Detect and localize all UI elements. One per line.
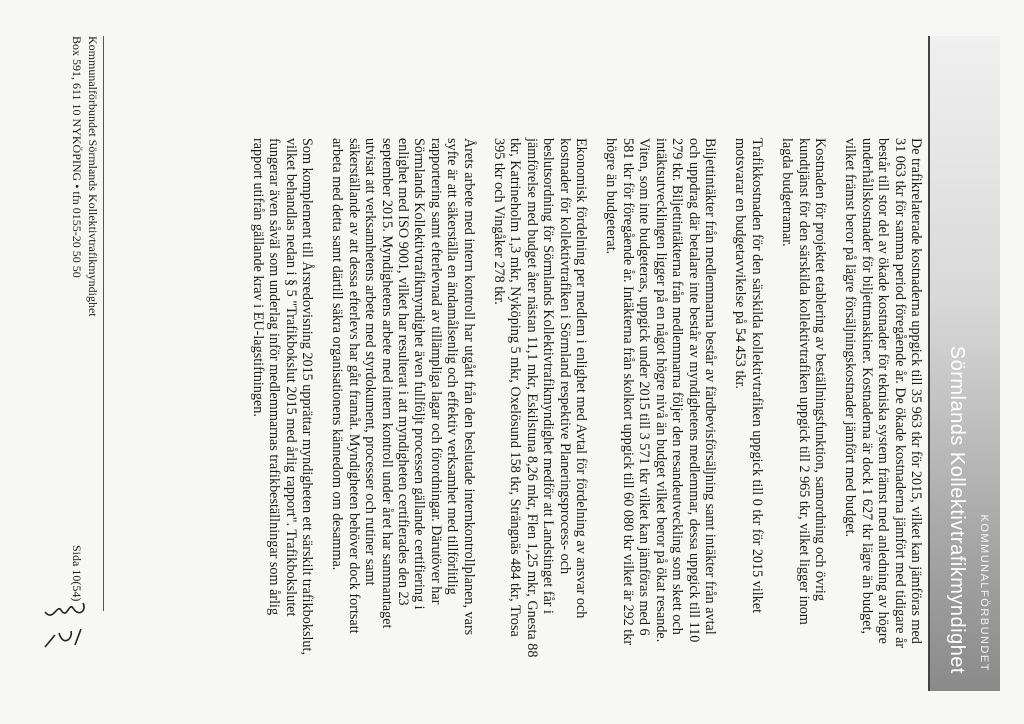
footer-org: Kommunalförbundet Sörmlands Kollektivtrafikmyndighet [86, 36, 100, 317]
body-text [235, 138, 924, 658]
paragraph: Biljettintäkter från medlemmarna består av färdbevisförsäljning samt intäkter från avtal och uppdrag där betalare inte består av myndighetens medlemmar, dessa uppgick till 110 279 tkr. Biljettintäkterna från medlemmarna följer den resandeutveckling som skett och intäktsutvecklingen ligger på en något högre nivå än budget vilket beror på ökat resande. Viten, som inte budgeteras, uppgick under 2015 till 3 571 tkr vilket kan jämföras med 6 581 tkr för föregående år. Intäkterna från skolkort uppgick till 60 080 tkr vilket är 292 tkr högre än budgeterat. [603, 138, 718, 646]
paragraph: Ekonomisk fördelning per medlem i enlighet med Avtal för fördelning av ansvar och kostnader för kollektivtrafiken i Sörmland respektive Planeringsprocess- och beslutsordning för Sörmlands Kollektivtrafikmyndighet medför att Landstinget får i jämförelse med budget åter nästan 11,1 mkr, Eskilstuna 8,26 mkr, Flen 1,25 mkr, Gnesta 88 tkr, Katrineholm 1,3 mkr, Nyköping 5 mkr, Oxelösund 158 tkr, Strängnäs 484 tkr, Trosa 395 tkr och Vingåker 278 tkr. [491, 138, 590, 658]
paragraph: Årets arbete med intern kontroll har utgått från den beslutade internkontrollplanen, vars syfte är att säkerställa en ändamålsenlig och effektiv verksamhet med tillförlitlig rapportering samt efterlevnad av tillämpliga lagar och förordningar. Därutöver har Sörmlands Kollektivtrafikmyndighet även fullföljt processen gällande certifiering i enlighet med ISO 9001, vilket har resulterat i att myndigheten certifierades den 23 september 2015. Myndighetens arbete med intern kontroll under året har sammantaget utvisat att verksamhetens arbete med styrdokument, processer och rutiner samt säkerställande av att dessa efterlevs har gått framåt. Myndigheten behöver dock fortsatt arbeta med detta samt därtill säkra organisationens kännedom om desamma. [329, 138, 477, 636]
footer-address: Box 591, 611 10 NYKÖPING • tfn 0155-20 50 50 [70, 36, 84, 278]
signature-initials-2 [41, 625, 89, 651]
paragraph: De trafikrelaterade kostnaderna uppgick till 35 963 tkr för 2015, vilket kan jämföras med 31 063 tkr för samma period föregående år. De ökade kostnaderna jämfört med tidigare år består till stor del av ökade kostnader för tekniska system främst med anledning av högre underhållskostnader för biljettmaskiner. Kostnaderna är dock 1 627 tkr lägre än budget, vilket främst beror på lägre försäljningskostnader jämfört med budget. [842, 138, 924, 649]
footer-rule [103, 36, 104, 611]
page-number: Sida 10(54) [70, 545, 84, 602]
paragraph: Kostnaden för projektet etablering av beställningsfunktion, samordning och övrig kundtjänst för den särskilda kollektivtrafiken uppgick till 2 965 tkr, vilket ligger inom lagda budgetramar. [779, 138, 828, 625]
paragraph: Trafikkostnaden för den särskilda kollektivtrafiken uppgick till 0 tkr för 2015 vilket motsvarar en budgetavvikelse på 54 453 tkr. [732, 138, 765, 614]
signature-initials-1 [41, 600, 89, 626]
org-small-label: KOMMUNALFÖRBUNDET [978, 514, 990, 672]
org-name: Sörmlands Kollektivtrafikmyndighet [946, 345, 968, 674]
paragraph: Som komplement till Årsredovisning 2015 upprättar myndigheten ett särskilt trafikbokslut, vilket behandlas nedan i § 5 "Trafikbokslut 2015 med årlig rapport". Trafikbokslutet fungerar även såväl som underlag inför medlemmarnas trafikbeställningar som årlig rapport utifrån gällande krav i EU-lagstiftningen. [249, 138, 315, 655]
header-rule [928, 36, 930, 691]
